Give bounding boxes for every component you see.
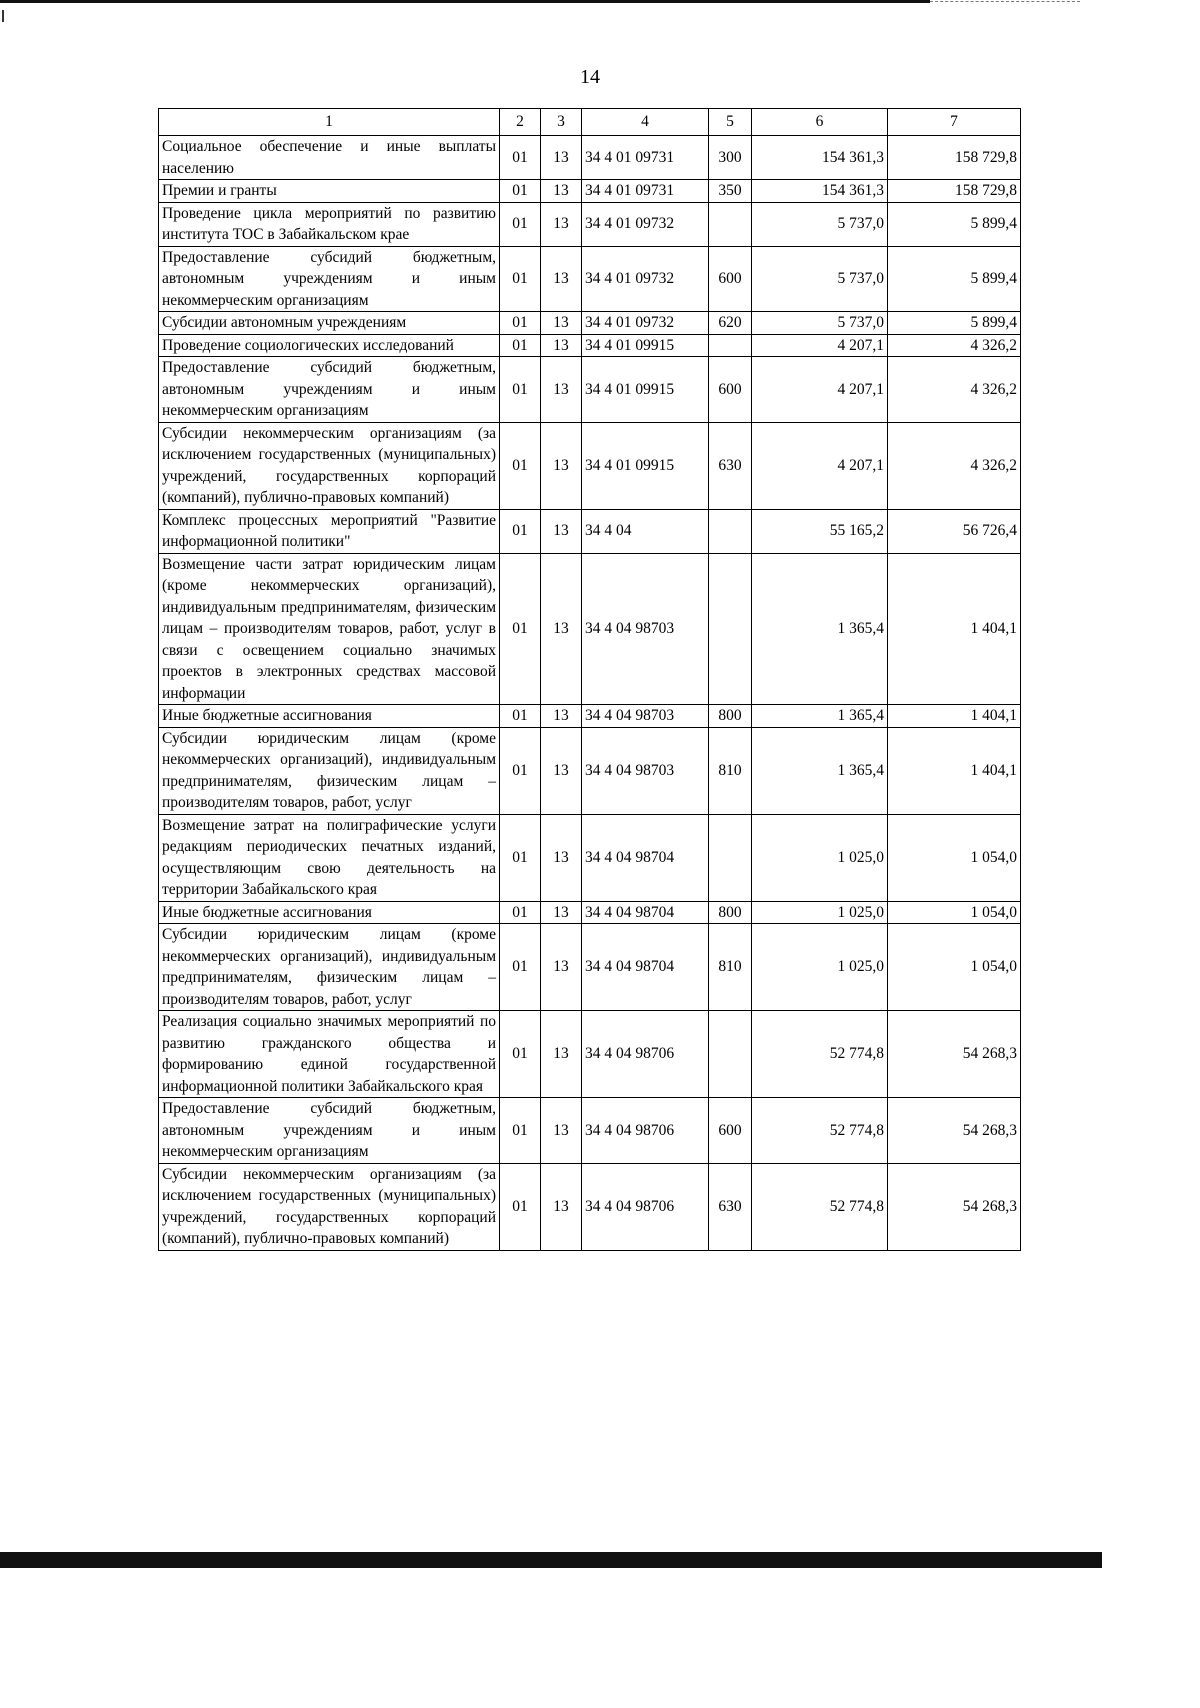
expense-type-code xyxy=(709,202,752,246)
table-header-row xyxy=(159,109,1021,136)
subsection-code: 13 xyxy=(541,312,582,335)
amount-year-2: 54 268,3 xyxy=(888,1011,1021,1098)
column-header: 5 xyxy=(709,109,752,136)
target-item-code: 34 4 01 09732 xyxy=(582,202,709,246)
section-code: 01 xyxy=(500,180,541,203)
expense-item-name: Возмещение части затрат юридическим лицам (кроме некоммерческих организаций), индивидуальным предпринимателям, физическим лицам – производителям товаров, работ, услуг в связи с освещением социально значимых проектов в электронных средствах массовой информации xyxy=(159,553,500,705)
expense-type-code: 630 xyxy=(709,1163,752,1250)
target-item-code: 34 4 01 09731 xyxy=(582,136,709,180)
section-code: 01 xyxy=(500,727,541,814)
expense-item-name: Проведение социологических исследований xyxy=(159,334,500,357)
amount-year-1: 1 365,4 xyxy=(752,727,888,814)
target-item-code: 34 4 04 98706 xyxy=(582,1011,709,1098)
amount-year-2: 1 404,1 xyxy=(888,705,1021,728)
expense-item-name: Премии и гранты xyxy=(159,180,500,203)
amount-year-1: 52 774,8 xyxy=(752,1011,888,1098)
table-row xyxy=(159,312,1021,335)
table-row xyxy=(159,246,1021,312)
target-item-code: 34 4 04 98706 xyxy=(582,1163,709,1250)
subsection-code: 13 xyxy=(541,901,582,924)
amount-year-1: 1 365,4 xyxy=(752,553,888,705)
amount-year-1: 4 207,1 xyxy=(752,422,888,509)
column-header: 1 xyxy=(159,109,500,136)
expense-item-name: Субсидии автономным учреждениям xyxy=(159,312,500,335)
column-header: 7 xyxy=(888,109,1021,136)
target-item-code: 34 4 04 98704 xyxy=(582,924,709,1011)
section-code: 01 xyxy=(500,202,541,246)
amount-year-2: 4 326,2 xyxy=(888,357,1021,423)
target-item-code: 34 4 01 09915 xyxy=(582,334,709,357)
expense-type-code: 800 xyxy=(709,705,752,728)
subsection-code: 13 xyxy=(541,246,582,312)
section-code: 01 xyxy=(500,924,541,1011)
column-header: 6 xyxy=(752,109,888,136)
expense-type-code: 810 xyxy=(709,924,752,1011)
section-code: 01 xyxy=(500,553,541,705)
subsection-code: 13 xyxy=(541,334,582,357)
amount-year-1: 4 207,1 xyxy=(752,357,888,423)
section-code: 01 xyxy=(500,334,541,357)
expense-type-code xyxy=(709,334,752,357)
page-number: 14 xyxy=(580,66,600,88)
amount-year-2: 5 899,4 xyxy=(888,202,1021,246)
target-item-code: 34 4 01 09731 xyxy=(582,180,709,203)
expense-type-code xyxy=(709,814,752,901)
amount-year-1: 5 737,0 xyxy=(752,312,888,335)
expense-type-code xyxy=(709,509,752,553)
expense-item-name: Иные бюджетные ассигнования xyxy=(159,705,500,728)
table-row xyxy=(159,1011,1021,1098)
table-row xyxy=(159,901,1021,924)
table-row xyxy=(159,180,1021,203)
section-code: 01 xyxy=(500,1163,541,1250)
subsection-code: 13 xyxy=(541,1098,582,1164)
expense-type-code: 810 xyxy=(709,727,752,814)
expense-type-code: 300 xyxy=(709,136,752,180)
table-row xyxy=(159,136,1021,180)
table-row xyxy=(159,357,1021,423)
subsection-code: 13 xyxy=(541,202,582,246)
table-row xyxy=(159,1163,1021,1250)
table-row xyxy=(159,924,1021,1011)
subsection-code: 13 xyxy=(541,422,582,509)
expense-item-name: Субсидии некоммерческим организациям (за исключением государственных (муниципальных) учреждений, государственных корпораций (компаний), публично-правовых компаний) xyxy=(159,422,500,509)
section-code: 01 xyxy=(500,312,541,335)
section-code: 01 xyxy=(500,509,541,553)
target-item-code: 34 4 01 09732 xyxy=(582,312,709,335)
section-code: 01 xyxy=(500,1098,541,1164)
expense-item-name: Социальное обеспечение и иные выплаты населению xyxy=(159,136,500,180)
table-row xyxy=(159,814,1021,901)
subsection-code: 13 xyxy=(541,136,582,180)
amount-year-2: 54 268,3 xyxy=(888,1163,1021,1250)
target-item-code: 34 4 04 98703 xyxy=(582,705,709,728)
expense-type-code xyxy=(709,553,752,705)
target-item-code: 34 4 04 98704 xyxy=(582,901,709,924)
amount-year-2: 1 054,0 xyxy=(888,814,1021,901)
section-code: 01 xyxy=(500,422,541,509)
amount-year-1: 1 025,0 xyxy=(752,924,888,1011)
amount-year-2: 1 054,0 xyxy=(888,924,1021,1011)
section-code: 01 xyxy=(500,1011,541,1098)
expense-item-name: Реализация социально значимых мероприятий по развитию гражданского общества и формированию единой государственной информационной политики Забайкальского края xyxy=(159,1011,500,1098)
section-code: 01 xyxy=(500,246,541,312)
section-code: 01 xyxy=(500,705,541,728)
amount-year-2: 1 404,1 xyxy=(888,553,1021,705)
subsection-code: 13 xyxy=(541,357,582,423)
target-item-code: 34 4 04 98703 xyxy=(582,727,709,814)
expense-type-code: 350 xyxy=(709,180,752,203)
table-row xyxy=(159,1098,1021,1164)
subsection-code: 13 xyxy=(541,705,582,728)
column-header: 3 xyxy=(541,109,582,136)
amount-year-1: 55 165,2 xyxy=(752,509,888,553)
amount-year-1: 1 365,4 xyxy=(752,705,888,728)
amount-year-1: 1 025,0 xyxy=(752,814,888,901)
amount-year-1: 5 737,0 xyxy=(752,202,888,246)
scan-top-rule-dashed xyxy=(930,1,1080,3)
subsection-code: 13 xyxy=(541,814,582,901)
table-row xyxy=(159,334,1021,357)
expense-item-name: Возмещение затрат на полиграфические услуги редакциям периодических печатных изданий, осуществляющим свою деятельность на территории Забайкальского края xyxy=(159,814,500,901)
subsection-code: 13 xyxy=(541,509,582,553)
table-row xyxy=(159,202,1021,246)
expense-type-code: 620 xyxy=(709,312,752,335)
amount-year-1: 52 774,8 xyxy=(752,1098,888,1164)
amount-year-1: 4 207,1 xyxy=(752,334,888,357)
scan-top-rule xyxy=(0,0,930,3)
subsection-code: 13 xyxy=(541,1163,582,1250)
amount-year-2: 158 729,8 xyxy=(888,180,1021,203)
expense-item-name: Комплекс процессных мероприятий "Развитие информационной политики" xyxy=(159,509,500,553)
table-row xyxy=(159,509,1021,553)
amount-year-1: 52 774,8 xyxy=(752,1163,888,1250)
amount-year-2: 4 326,2 xyxy=(888,422,1021,509)
expense-type-code: 600 xyxy=(709,357,752,423)
section-code: 01 xyxy=(500,901,541,924)
subsection-code: 13 xyxy=(541,553,582,705)
amount-year-2: 5 899,4 xyxy=(888,312,1021,335)
expense-item-name: Субсидии некоммерческим организациям (за исключением государственных (муниципальных) учреждений, государственных корпораций (компаний), публично-правовых компаний) xyxy=(159,1163,500,1250)
column-header: 2 xyxy=(500,109,541,136)
table-row xyxy=(159,705,1021,728)
table-row xyxy=(159,422,1021,509)
expense-type-code: 600 xyxy=(709,1098,752,1164)
section-code: 01 xyxy=(500,814,541,901)
expense-item-name: Предоставление субсидий бюджетным, автономным учреждениям и иным некоммерческим организациям xyxy=(159,1098,500,1164)
budget-table xyxy=(158,108,1021,1251)
subsection-code: 13 xyxy=(541,924,582,1011)
amount-year-2: 56 726,4 xyxy=(888,509,1021,553)
target-item-code: 34 4 04 98704 xyxy=(582,814,709,901)
expense-type-code xyxy=(709,1011,752,1098)
amount-year-2: 1 404,1 xyxy=(888,727,1021,814)
column-header: 4 xyxy=(582,109,709,136)
amount-year-2: 5 899,4 xyxy=(888,246,1021,312)
subsection-code: 13 xyxy=(541,180,582,203)
amount-year-1: 5 737,0 xyxy=(752,246,888,312)
amount-year-1: 154 361,3 xyxy=(752,180,888,203)
target-item-code: 34 4 01 09915 xyxy=(582,422,709,509)
expense-item-name: Субсидии юридическим лицам (кроме некоммерческих организаций), индивидуальным предпринимателям, физическим лицам – производителям товаров, работ, услуг xyxy=(159,924,500,1011)
amount-year-2: 4 326,2 xyxy=(888,334,1021,357)
expense-item-name: Проведение цикла мероприятий по развитию института ТОС в Забайкальском крае xyxy=(159,202,500,246)
amount-year-2: 158 729,8 xyxy=(888,136,1021,180)
expense-type-code: 800 xyxy=(709,901,752,924)
scan-margin-mark xyxy=(2,10,4,22)
expense-item-name: Субсидии юридическим лицам (кроме некоммерческих организаций), индивидуальным предпринимателям, физическим лицам – производителям товаров, работ, услуг xyxy=(159,727,500,814)
target-item-code: 34 4 04 98706 xyxy=(582,1098,709,1164)
target-item-code: 34 4 04 xyxy=(582,509,709,553)
expense-item-name: Предоставление субсидий бюджетным, автономным учреждениям и иным некоммерческим организациям xyxy=(159,357,500,423)
expense-type-code: 630 xyxy=(709,422,752,509)
scan-bottom-band xyxy=(0,1552,1102,1568)
section-code: 01 xyxy=(500,357,541,423)
expense-item-name: Иные бюджетные ассигнования xyxy=(159,901,500,924)
amount-year-1: 154 361,3 xyxy=(752,136,888,180)
table-row xyxy=(159,553,1021,705)
amount-year-1: 1 025,0 xyxy=(752,901,888,924)
subsection-code: 13 xyxy=(541,727,582,814)
expense-item-name: Предоставление субсидий бюджетным, автономным учреждениям и иным некоммерческим организациям xyxy=(159,246,500,312)
amount-year-2: 54 268,3 xyxy=(888,1098,1021,1164)
expense-type-code: 600 xyxy=(709,246,752,312)
target-item-code: 34 4 01 09732 xyxy=(582,246,709,312)
target-item-code: 34 4 04 98703 xyxy=(582,553,709,705)
section-code: 01 xyxy=(500,136,541,180)
subsection-code: 13 xyxy=(541,1011,582,1098)
table-row xyxy=(159,727,1021,814)
target-item-code: 34 4 01 09915 xyxy=(582,357,709,423)
amount-year-2: 1 054,0 xyxy=(888,901,1021,924)
